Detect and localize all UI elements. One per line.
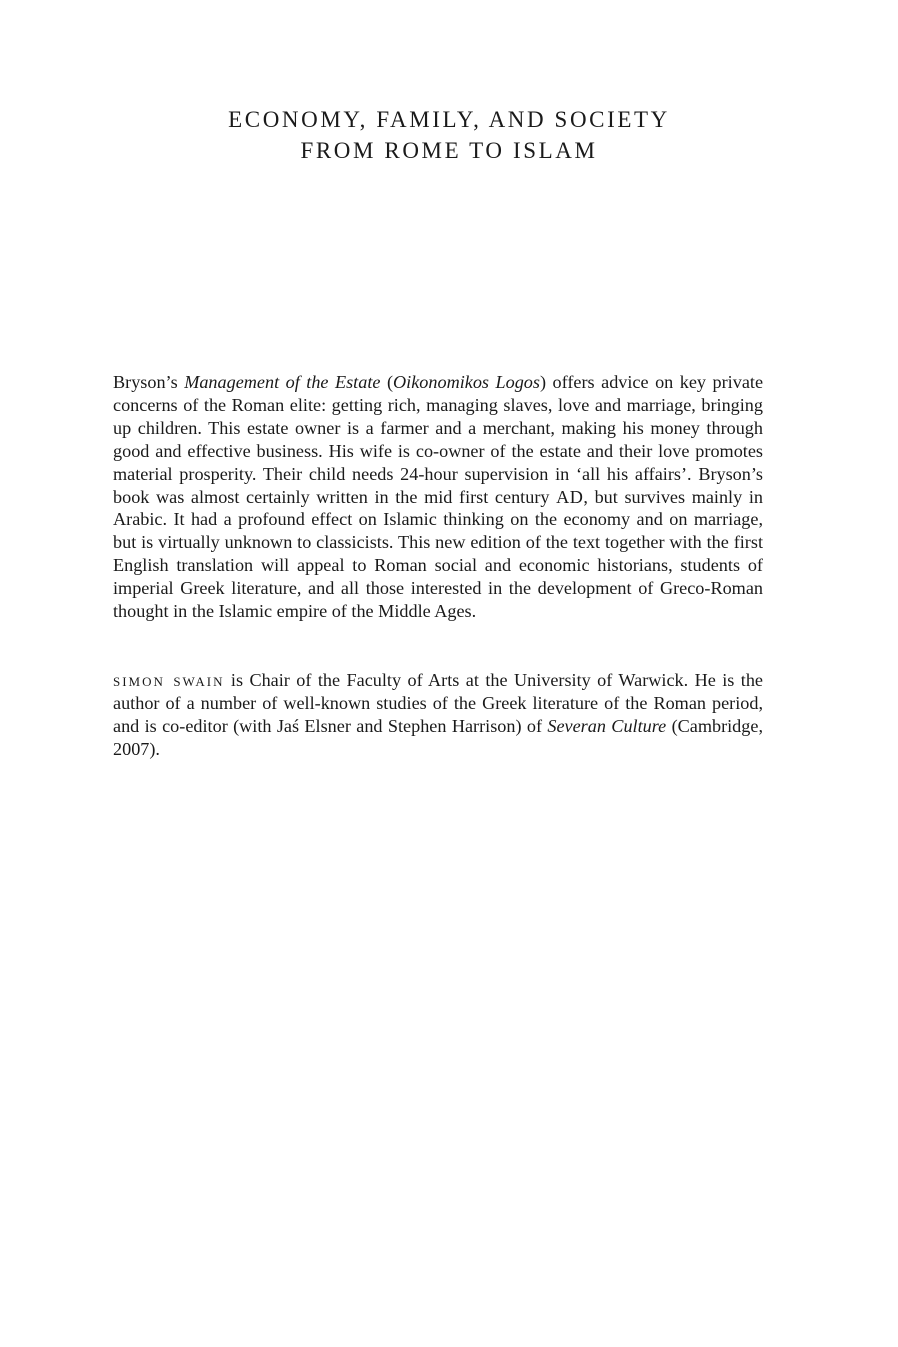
- author-bio-book: Severan Culture: [547, 715, 667, 736]
- description-text-1: Bryson’s: [113, 372, 185, 392]
- book-title-line-1: ECONOMY, FAMILY, AND SOCIETY: [228, 107, 670, 132]
- book-title: [0, 104, 898, 166]
- description-book-title: Management of the Estate: [184, 372, 381, 392]
- description-text-2: (: [380, 372, 394, 392]
- description-book-alt-title: Oikonomikos Logos: [393, 372, 540, 392]
- author-name: simon swain: [113, 670, 225, 690]
- description-era: AD: [556, 486, 584, 507]
- book-title-line-2: FROM ROME TO ISLAM: [300, 138, 598, 163]
- description-text-3: ) offers advice on key private concerns of the Roman elite: getting rich, managing slaves, love and marriage, bringing up children. This estate owner is a farmer and a merchant, making his money through good and effective business. His wife is co-owner of the estate and their love promotes material prosperity. Their child needs 24-hour supervision in ‘all his affairs’. Bryson’s book was almost certainly written in the mid first century: [113, 372, 764, 507]
- author-bio: [113, 669, 763, 761]
- author-bio-text-2: (Cambridge, 2007).: [113, 715, 763, 759]
- description-text-4: , but survives mainly in Arabic. It had a profound effect on Islamic thinking on the economy and on marriage, but is virtually unknown to classicists. This new edition of the text together with the first English translation will appeal to Roman social and economic historians, students of imperial Greek literature, and all those interested in the development of Greco-Roman thought in the Islamic empire of the Middle Ages.: [113, 486, 763, 622]
- book-description: [113, 371, 763, 623]
- author-bio-text-1: is Chair of the Faculty of Arts at the University of Warwick. He is the author of a number of well-known studies of the Greek literature of the Roman period, and is co-editor (with Jaś Elsner and Stephen Harrison) of: [113, 670, 763, 736]
